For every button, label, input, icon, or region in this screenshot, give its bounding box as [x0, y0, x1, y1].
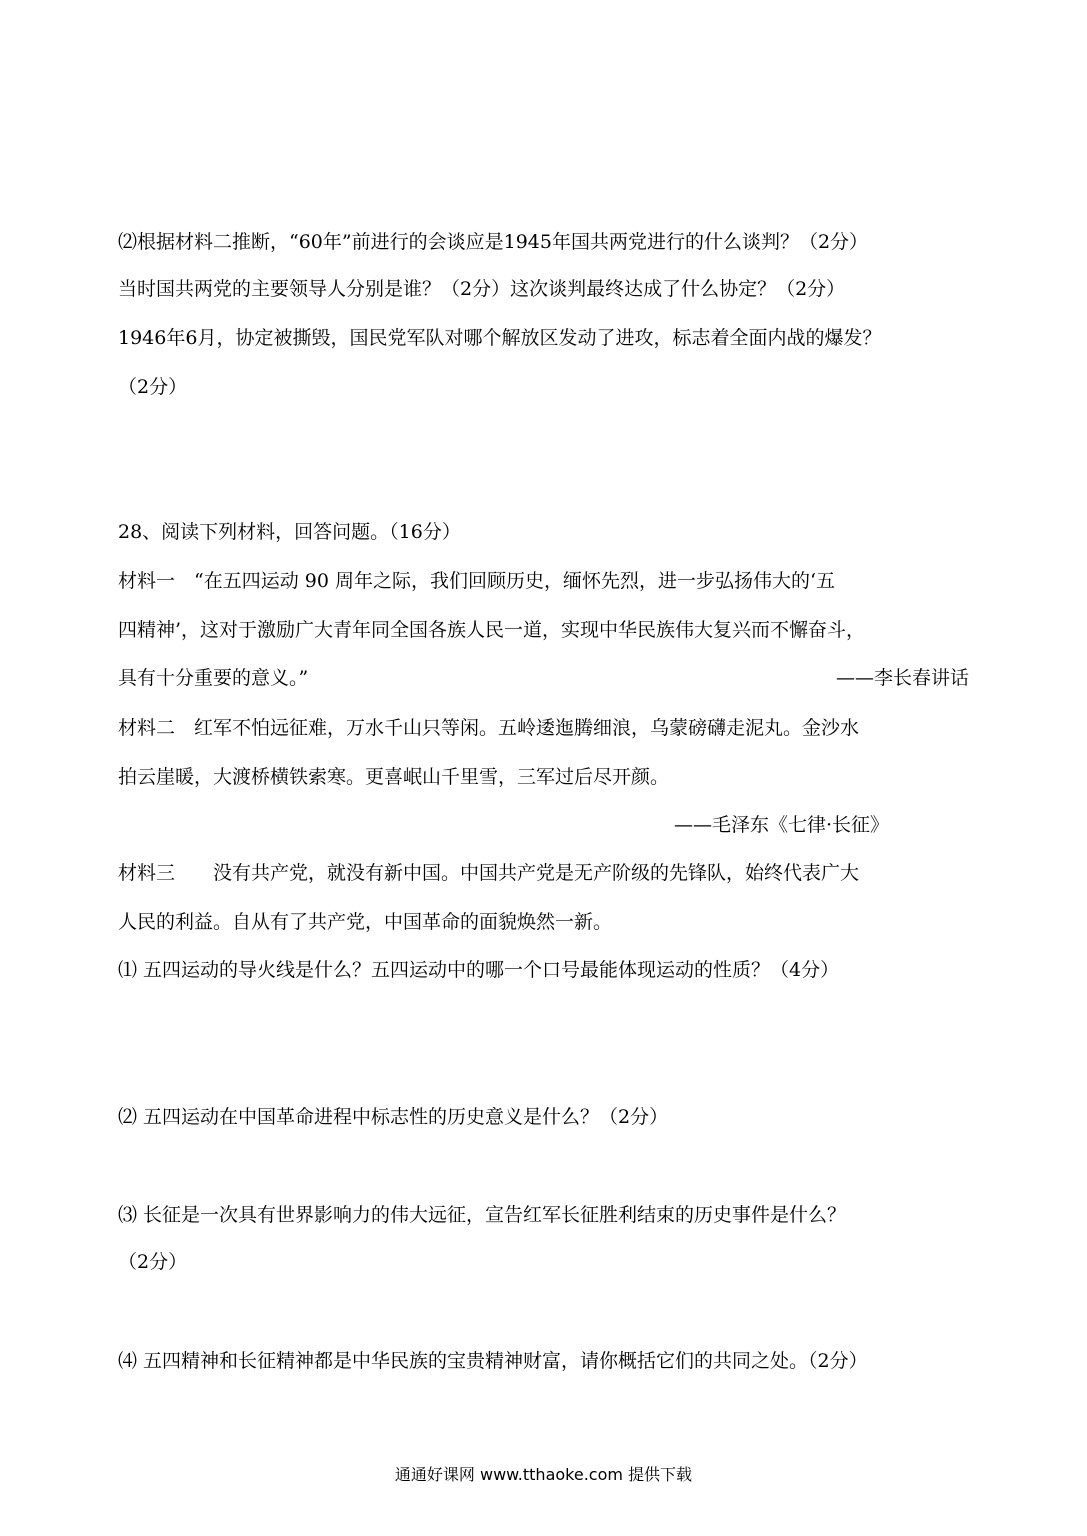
material-3-line-1: 材料三 没有共产党，就没有新中国。中国共产党是无产阶级的先锋队，始终代表广大 — [118, 862, 860, 884]
material-2-line-2: 拍云崖暖，大渡桥横铁索寒。更喜岷山千里雪，三军过后尽开颜。 — [118, 766, 670, 788]
q28-sub-2: ⑵ 五四运动在中国革命进程中标志性的历史意义是什么？（2分） — [118, 1106, 669, 1128]
q27-2-line-1: ⑵根据材料二推断，“60年”前进行的会谈应是1945年国共两党进行的什么谈判？（2分） — [118, 231, 869, 253]
footer-credit: 通通好课网 www.tthaoke.com 提供下载 — [394, 1465, 693, 1484]
q28-sub-1: ⑴ 五四运动的导火线是什么？五四运动中的哪一个口号最能体现运动的性质？（4分） — [118, 959, 840, 981]
q28-sub-3-line-2: （2分） — [118, 1251, 188, 1273]
material-1-line-3: 具有十分重要的意义。” — [118, 667, 309, 689]
material-3-line-2: 人民的利益。自从有了共产党，中国革命的面貌焕然一新。 — [118, 911, 613, 933]
material-2-source: ——毛泽东《七律·长征》 — [673, 814, 889, 836]
material-1-source: ——李长春讲话 — [835, 667, 969, 689]
q27-2-line-4: （2分） — [118, 376, 188, 398]
q28-sub-3-line-1: ⑶ 长征是一次具有世界影响力的伟大远征，宣告红军长征胜利结束的历史事件是什么？ — [118, 1204, 847, 1226]
q27-2-line-2: 当时国共两党的主要领导人分别是谁？（2分）这次谈判最终达成了什么协定？（2分） — [118, 278, 846, 300]
q28-sub-4: ⑷ 五四精神和长征精神都是中华民族的宝贵精神财富，请你概括它们的共同之处。（2分） — [118, 1350, 868, 1372]
q27-2-line-3: 1946年6月，协定被撕毁，国民党军队对哪个解放区发动了进攻，标志着全面内战的爆发？ — [118, 327, 882, 349]
q28-heading: 28、阅读下列材料，回答问题。（16分） — [118, 521, 461, 543]
material-2-line-1: 材料二 红军不怕远征难，万水千山只等闲。五岭逶迤腾细浪，乌蒙磅礴走泥丸。金沙水 — [118, 717, 860, 739]
material-1-line-2: 四精神’，这对于激励广大青年同全国各族人民一道，实现中华民族伟大复兴而不懈奋斗， — [118, 619, 866, 641]
material-1-line-1: 材料一 “在五四运动 90 周年之际，我们回顾历史，缅怀先烈，进一步弘扬伟大的‘五 — [118, 570, 836, 592]
